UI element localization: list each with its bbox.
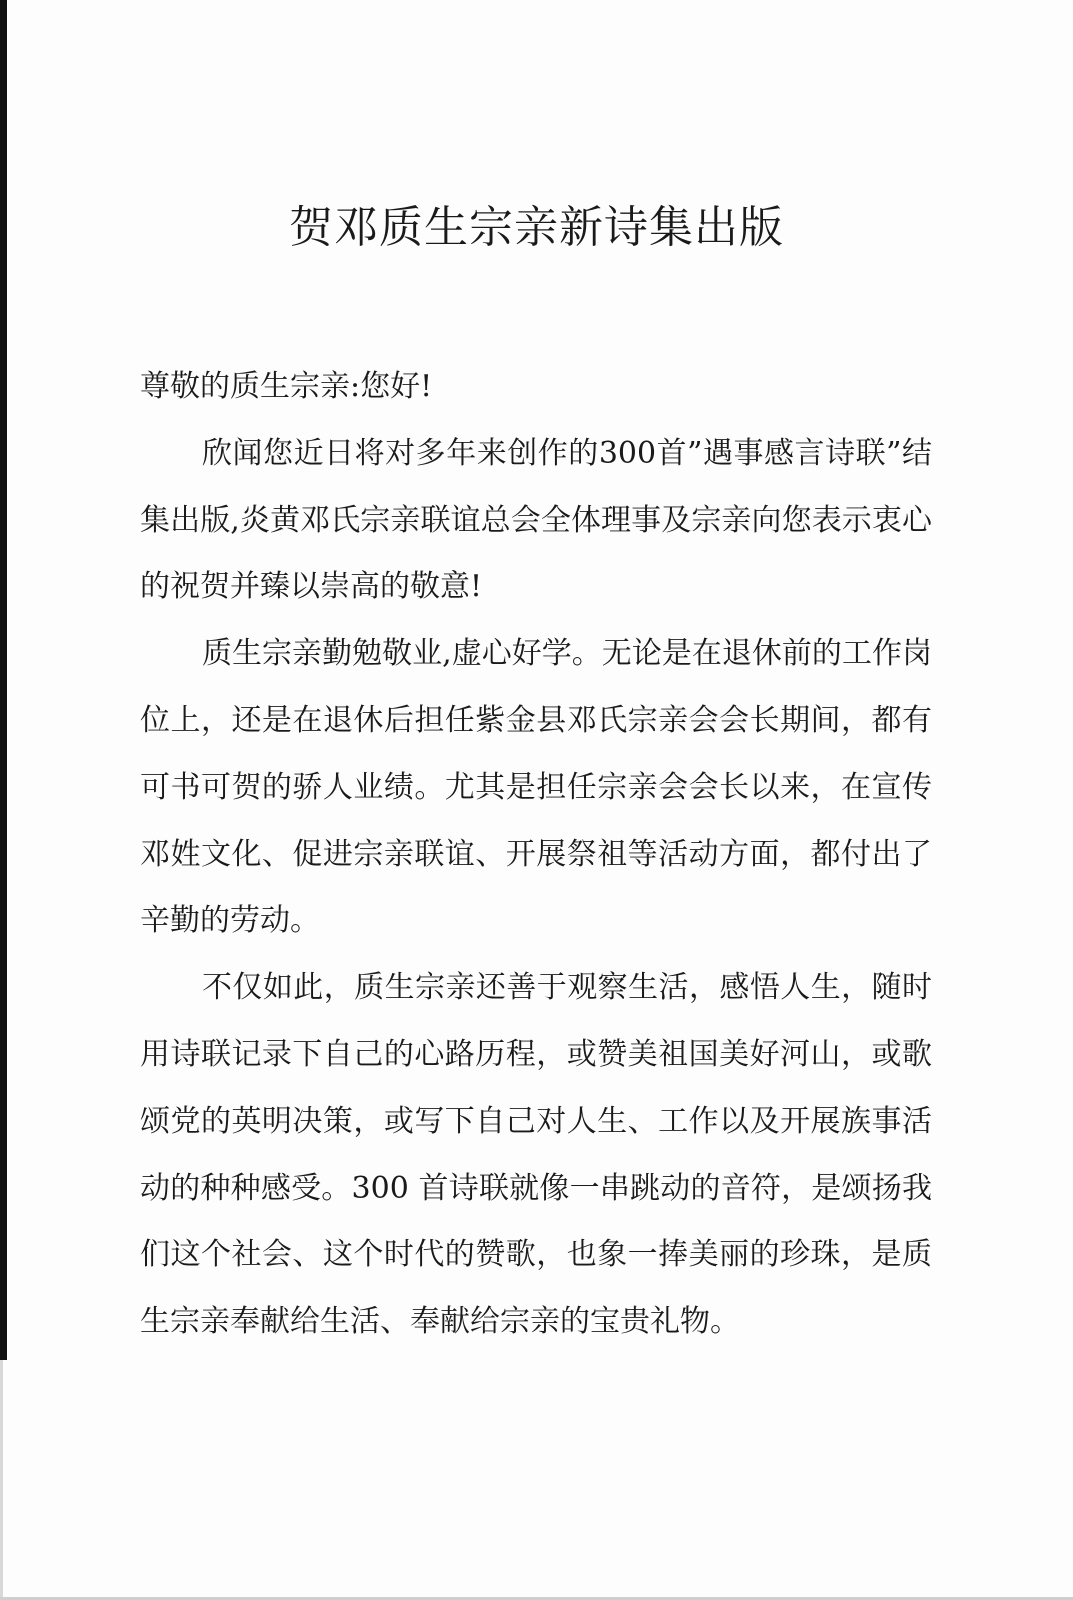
scan-border-left-lower — [0, 1360, 3, 1600]
paragraph-2: 质生宗亲勤勉敬业,虚心好学。无论是在退休前的工作岗位上，还是在退休后担任紫金县邓氏宗亲会会长期间，都有可书可贺的骄人业绩。尤其是担任宗亲会会长以来，在宣传邓姓文化、促进宗亲联谊、开展祭祖等活动方面，都付出了辛勤的劳动。 — [140, 636, 932, 939]
paragraph-3: 不仅如此，质生宗亲还善于观察生活，感悟人生，随时用诗联记录下自己的心路历程，或赞美祖国美好河山，或歌颂党的英明决策，或写下自己对人生、工作以及开展族事活动的种种感受。300 首诗联就像一串跳动的音符，是颂扬我们这个社会、这个时代的赞歌，也象一捧美丽的珍珠，是质生宗亲奉献给生活、奉献给宗亲的宝贵礼物。 — [140, 970, 932, 1340]
salutation: 尊敬的质生宗亲:您好! — [140, 369, 433, 404]
letter-body — [140, 354, 932, 1356]
paragraph-1: 欣闻您近日将对多年来创作的300首”遇事感言诗联”结集出版,炎黄邓氏宗亲联谊总会全体理事及宗亲向您表示衷心的祝贺并臻以崇高的敬意! — [140, 435, 932, 605]
document-title: 贺邓质生宗亲新诗集出版 — [289, 202, 784, 253]
